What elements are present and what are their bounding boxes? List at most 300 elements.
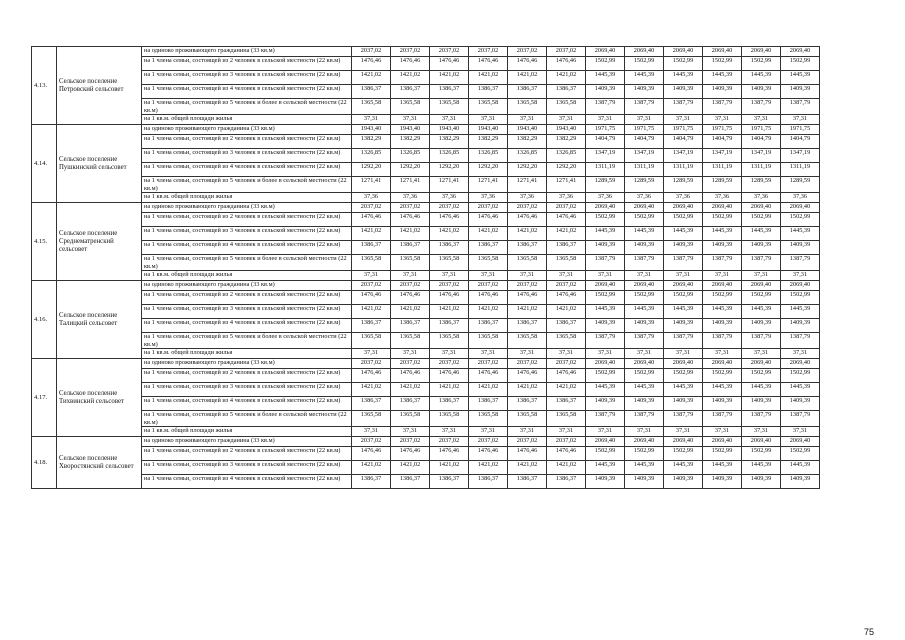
rate-value-cell: 37,36 (508, 193, 547, 203)
rate-value-cell: 1502,99 (625, 369, 664, 383)
rate-value-cell: 1445,39 (781, 461, 820, 475)
rate-value-cell: 1971,75 (781, 125, 820, 135)
settlement-name: Сельское поселение Талицкий сельсовет (57, 281, 142, 359)
table-row (32, 99, 820, 115)
rate-value-cell: 2037,02 (352, 437, 391, 447)
rate-value-cell: 1445,39 (664, 383, 703, 397)
rate-value-cell: 1502,99 (664, 369, 703, 383)
rate-value-cell: 1387,79 (703, 255, 742, 271)
rate-value-cell: 37,31 (508, 349, 547, 359)
rate-value-cell: 2069,40 (742, 47, 781, 57)
rate-description: на 1 члена семьи, состоящей из 2 человек в сельской местности (22 кв.м) (142, 57, 352, 71)
rate-value-cell: 2069,40 (742, 203, 781, 213)
rate-value-cell: 1421,02 (547, 461, 586, 475)
rate-value-cell: 1292,20 (469, 163, 508, 177)
rate-value-cell: 2069,40 (742, 359, 781, 369)
rate-value-cell: 1382,29 (547, 135, 586, 149)
rate-value-cell: 1409,39 (664, 397, 703, 411)
rate-value-cell: 2069,40 (703, 281, 742, 291)
rate-value-cell: 2069,40 (625, 47, 664, 57)
rate-value-cell: 1421,02 (391, 383, 430, 397)
rate-value-cell: 1387,79 (742, 333, 781, 349)
rate-value-cell: 1382,29 (508, 135, 547, 149)
rate-value-cell: 1476,46 (352, 369, 391, 383)
rate-value-cell: 1386,37 (508, 475, 547, 489)
rate-value-cell: 1943,40 (430, 125, 469, 135)
rate-value-cell: 1387,79 (586, 411, 625, 427)
rate-value-cell: 1271,41 (508, 177, 547, 193)
rate-description: на 1 члена семьи, состоящей из 4 человек в сельской местности (22 кв.м) (142, 475, 352, 489)
rate-value-cell: 1445,39 (781, 383, 820, 397)
rate-value-cell: 1476,46 (469, 447, 508, 461)
rate-value-cell: 1421,02 (469, 461, 508, 475)
rate-value-cell: 37,31 (781, 271, 820, 281)
rate-value-cell: 1502,99 (703, 57, 742, 71)
rate-value-cell: 37,31 (352, 349, 391, 359)
rate-value-cell: 1445,39 (742, 227, 781, 241)
rate-value-cell: 1271,41 (352, 177, 391, 193)
rate-value-cell: 2037,02 (469, 203, 508, 213)
rate-value-cell: 37,31 (469, 349, 508, 359)
rate-value-cell: 1347,19 (586, 149, 625, 163)
table-row (32, 177, 820, 193)
table-row (32, 349, 820, 359)
settlement-number: 4.13. (32, 47, 57, 125)
rate-value-cell: 1365,58 (547, 411, 586, 427)
rate-value-cell: 1476,46 (391, 291, 430, 305)
rate-value-cell: 1365,58 (547, 333, 586, 349)
rate-value-cell: 1421,02 (391, 71, 430, 85)
rate-value-cell: 1386,37 (391, 475, 430, 489)
rate-value-cell: 37,36 (430, 193, 469, 203)
rate-description: на 1 кв.м. общей площади жилья (142, 115, 352, 125)
rate-value-cell: 1386,37 (430, 319, 469, 333)
rate-value-cell: 1387,79 (703, 411, 742, 427)
rate-value-cell: 37,31 (742, 115, 781, 125)
rate-description: на 1 члена семьи, состоящей из 2 человек в сельской местности (22 кв.м) (142, 369, 352, 383)
rate-value-cell: 1971,75 (742, 125, 781, 135)
table-row (32, 135, 820, 149)
rate-value-cell: 1289,59 (664, 177, 703, 193)
rate-value-cell: 1387,79 (742, 255, 781, 271)
rate-value-cell: 1476,46 (508, 447, 547, 461)
rate-value-cell: 1365,58 (430, 255, 469, 271)
rate-description: на 1 члена семьи, состоящей из 2 человек в сельской местности (22 кв.м) (142, 213, 352, 227)
rate-value-cell: 2069,40 (586, 359, 625, 369)
rate-value-cell: 2069,40 (586, 203, 625, 213)
rate-value-cell: 1386,37 (469, 241, 508, 255)
settlement-number: 4.18. (32, 437, 57, 489)
rate-value-cell: 1387,79 (703, 333, 742, 349)
table-row (32, 411, 820, 427)
rate-value-cell: 37,31 (781, 427, 820, 437)
rate-value-cell: 1502,99 (586, 369, 625, 383)
table-row (32, 203, 820, 213)
rate-value-cell: 1386,37 (547, 241, 586, 255)
rate-value-cell: 1311,19 (586, 163, 625, 177)
rate-value-cell: 1421,02 (508, 71, 547, 85)
rate-description: на 1 члена семьи, состоящей из 3 человек в сельской местности (22 кв.м) (142, 383, 352, 397)
rate-value-cell: 2037,02 (430, 47, 469, 57)
rate-value-cell: 1445,39 (664, 305, 703, 319)
settlement-number: 4.14. (32, 125, 57, 203)
rate-value-cell: 1386,37 (430, 85, 469, 99)
rate-value-cell: 37,31 (469, 271, 508, 281)
rate-value-cell: 1502,99 (742, 57, 781, 71)
rate-description: на одиноко проживающего гражданина (33 кв.м) (142, 359, 352, 369)
rate-value-cell: 1365,58 (430, 333, 469, 349)
rate-value-cell: 1387,79 (664, 99, 703, 115)
rate-value-cell: 1421,02 (391, 461, 430, 475)
rate-value-cell: 1476,46 (352, 447, 391, 461)
rate-value-cell: 37,31 (625, 115, 664, 125)
rate-value-cell: 1421,02 (547, 71, 586, 85)
rate-value-cell: 1445,39 (781, 227, 820, 241)
rate-value-cell: 1386,37 (547, 475, 586, 489)
rate-value-cell: 1409,39 (586, 85, 625, 99)
rate-value-cell: 1421,02 (352, 227, 391, 241)
rate-value-cell: 2037,02 (469, 47, 508, 57)
rate-description: на 1 члена семьи, состоящей из 5 человек и более в сельской местности (22 кв.м) (142, 177, 352, 193)
rate-value-cell: 2037,02 (352, 281, 391, 291)
rate-value-cell: 1502,99 (586, 213, 625, 227)
rate-value-cell: 1387,79 (742, 99, 781, 115)
rate-value-cell: 1387,79 (586, 99, 625, 115)
rate-value-cell: 1502,99 (742, 291, 781, 305)
rate-value-cell: 2069,40 (703, 203, 742, 213)
rate-value-cell: 1289,59 (625, 177, 664, 193)
rate-value-cell: 37,31 (469, 427, 508, 437)
rate-value-cell: 2069,40 (781, 203, 820, 213)
rate-value-cell: 37,31 (430, 271, 469, 281)
rate-value-cell: 1404,79 (586, 135, 625, 149)
rate-value-cell: 1365,58 (430, 99, 469, 115)
rate-value-cell: 37,36 (664, 193, 703, 203)
rate-value-cell: 1404,79 (703, 135, 742, 149)
rate-description: на одиноко проживающего гражданина (33 кв.м) (142, 281, 352, 291)
rate-value-cell: 1502,99 (586, 291, 625, 305)
rate-value-cell: 1289,59 (586, 177, 625, 193)
rate-value-cell: 37,31 (547, 427, 586, 437)
rate-value-cell: 37,31 (508, 271, 547, 281)
rate-value-cell: 37,31 (781, 115, 820, 125)
table-row (32, 149, 820, 163)
rate-value-cell: 1943,40 (469, 125, 508, 135)
rate-value-cell: 1445,39 (703, 305, 742, 319)
rate-value-cell: 2037,02 (469, 359, 508, 369)
table-row (32, 461, 820, 475)
rate-value-cell: 1476,46 (547, 369, 586, 383)
rate-value-cell: 2069,40 (703, 359, 742, 369)
rate-value-cell: 37,31 (703, 349, 742, 359)
rate-value-cell: 1326,85 (430, 149, 469, 163)
table-row (32, 369, 820, 383)
rate-value-cell: 1386,37 (547, 397, 586, 411)
rate-value-cell: 1292,20 (391, 163, 430, 177)
table-row (32, 359, 820, 369)
rate-value-cell: 1311,19 (625, 163, 664, 177)
rate-value-cell: 1476,46 (430, 291, 469, 305)
rate-value-cell: 1502,99 (781, 369, 820, 383)
rate-value-cell: 1386,37 (430, 475, 469, 489)
rate-value-cell: 1409,39 (664, 85, 703, 99)
rate-value-cell: 1445,39 (586, 305, 625, 319)
table-row (32, 85, 820, 99)
rate-value-cell: 1387,79 (625, 411, 664, 427)
rate-value-cell: 1476,46 (352, 291, 391, 305)
rate-value-cell: 1421,02 (352, 305, 391, 319)
rate-value-cell: 1409,39 (781, 475, 820, 489)
rate-value-cell: 1386,37 (391, 85, 430, 99)
rate-value-cell: 1502,99 (625, 447, 664, 461)
rate-value-cell: 37,31 (664, 115, 703, 125)
rate-value-cell: 2069,40 (703, 437, 742, 447)
rate-description: на 1 кв.м. общей площади жилья (142, 349, 352, 359)
rate-value-cell: 1365,58 (352, 333, 391, 349)
rate-value-cell: 1421,02 (391, 227, 430, 241)
rate-value-cell: 1311,19 (664, 163, 703, 177)
rate-value-cell: 1409,39 (742, 241, 781, 255)
rate-value-cell: 2037,02 (430, 203, 469, 213)
settlement-name: Сельское поселение Хворостянский сельсовет (57, 437, 142, 489)
rate-description: на 1 члена семьи, состоящей из 3 человек в сельской местности (22 кв.м) (142, 461, 352, 475)
rate-value-cell: 1502,99 (742, 369, 781, 383)
rate-value-cell: 37,31 (547, 271, 586, 281)
rate-value-cell: 2069,40 (742, 281, 781, 291)
rate-value-cell: 1421,02 (352, 383, 391, 397)
rate-value-cell: 2069,40 (781, 281, 820, 291)
rate-description: на 1 члена семьи, состоящей из 2 человек в сельской местности (22 кв.м) (142, 291, 352, 305)
rate-value-cell: 1502,99 (625, 213, 664, 227)
rate-description: на 1 члена семьи, состоящей из 2 человек в сельской местности (22 кв.м) (142, 447, 352, 461)
rate-value-cell: 1502,99 (703, 213, 742, 227)
rate-value-cell: 2069,40 (625, 437, 664, 447)
rate-value-cell: 1289,59 (703, 177, 742, 193)
rate-value-cell: 1365,58 (469, 411, 508, 427)
rate-value-cell: 1445,39 (781, 71, 820, 85)
rate-value-cell: 37,31 (352, 115, 391, 125)
rate-value-cell: 1421,02 (508, 461, 547, 475)
rate-value-cell: 1421,02 (430, 71, 469, 85)
rate-value-cell: 1311,19 (742, 163, 781, 177)
rate-value-cell: 1292,20 (547, 163, 586, 177)
rate-value-cell: 2037,02 (430, 359, 469, 369)
rate-value-cell: 1409,39 (625, 397, 664, 411)
rate-value-cell: 2069,40 (625, 203, 664, 213)
rate-value-cell: 1387,79 (664, 255, 703, 271)
rate-value-cell: 1326,85 (469, 149, 508, 163)
rate-value-cell: 1476,46 (508, 369, 547, 383)
rate-value-cell: 1445,39 (586, 461, 625, 475)
rate-value-cell: 1502,99 (664, 213, 703, 227)
rate-value-cell: 1326,85 (391, 149, 430, 163)
rate-value-cell: 1409,39 (703, 475, 742, 489)
rate-value-cell: 1421,02 (430, 227, 469, 241)
rate-value-cell: 1502,99 (703, 291, 742, 305)
rate-value-cell: 2069,40 (742, 437, 781, 447)
rate-value-cell: 1404,79 (742, 135, 781, 149)
rate-value-cell: 1409,39 (742, 319, 781, 333)
rate-value-cell: 1409,39 (664, 319, 703, 333)
rate-value-cell: 1502,99 (742, 213, 781, 227)
rate-value-cell: 1421,02 (547, 305, 586, 319)
rate-value-cell: 1502,99 (703, 369, 742, 383)
rate-value-cell: 1292,20 (430, 163, 469, 177)
rate-value-cell: 1271,41 (469, 177, 508, 193)
rate-value-cell: 1386,37 (469, 397, 508, 411)
rate-value-cell: 1365,58 (430, 411, 469, 427)
table-row (32, 305, 820, 319)
rate-value-cell: 1386,37 (547, 319, 586, 333)
rate-value-cell: 1347,19 (742, 149, 781, 163)
rate-description: на 1 члена семьи, состоящей из 3 человек в сельской местности (22 кв.м) (142, 71, 352, 85)
rate-value-cell: 1421,02 (352, 71, 391, 85)
rate-value-cell: 2069,40 (781, 47, 820, 57)
rate-value-cell: 1404,79 (664, 135, 703, 149)
rate-description: на 1 члена семьи, состоящей из 5 человек и более в сельской местности (22 кв.м) (142, 411, 352, 427)
rate-value-cell: 37,31 (430, 427, 469, 437)
rate-value-cell: 1421,02 (469, 383, 508, 397)
rate-value-cell: 1971,75 (703, 125, 742, 135)
table-row (32, 71, 820, 85)
rate-value-cell: 1409,39 (742, 397, 781, 411)
table-row (32, 319, 820, 333)
rate-value-cell: 1476,46 (547, 291, 586, 305)
rate-value-cell: 1421,02 (547, 227, 586, 241)
rate-value-cell: 1445,39 (664, 227, 703, 241)
rate-value-cell: 1326,85 (547, 149, 586, 163)
rate-value-cell: 37,31 (391, 349, 430, 359)
rate-value-cell: 1476,46 (547, 57, 586, 71)
rate-value-cell: 1271,41 (547, 177, 586, 193)
rate-value-cell: 2069,40 (664, 359, 703, 369)
table-row (32, 227, 820, 241)
rate-value-cell: 37,31 (703, 115, 742, 125)
rate-description: на 1 кв.м. общей площади жилья (142, 193, 352, 203)
rate-value-cell: 1382,29 (469, 135, 508, 149)
rate-value-cell: 1502,99 (781, 291, 820, 305)
rate-value-cell: 1365,58 (508, 99, 547, 115)
rate-description: на 1 члена семьи, состоящей из 4 человек в сельской местности (22 кв.м) (142, 163, 352, 177)
tariff-table (31, 46, 820, 489)
table-row (32, 163, 820, 177)
rate-value-cell: 1387,79 (664, 333, 703, 349)
rate-value-cell: 2037,02 (391, 203, 430, 213)
rate-value-cell: 1502,99 (781, 213, 820, 227)
rate-value-cell: 1502,99 (664, 291, 703, 305)
rate-value-cell: 1365,58 (547, 99, 586, 115)
rate-description: на 1 члена семьи, состоящей из 4 человек в сельской местности (22 кв.м) (142, 397, 352, 411)
rate-value-cell: 37,31 (703, 271, 742, 281)
rate-description: на 1 кв.м. общей площади жилья (142, 427, 352, 437)
rate-value-cell: 1476,46 (508, 291, 547, 305)
rate-value-cell: 1292,20 (508, 163, 547, 177)
rate-description: на 1 члена семьи, состоящей из 5 человек и более в сельской местности (22 кв.м) (142, 99, 352, 115)
rate-value-cell: 1409,39 (781, 397, 820, 411)
rate-value-cell: 2037,02 (508, 203, 547, 213)
table-row (32, 475, 820, 489)
rate-value-cell: 2037,02 (547, 359, 586, 369)
rate-value-cell: 1409,39 (781, 241, 820, 255)
table-row (32, 271, 820, 281)
rate-value-cell: 37,31 (625, 349, 664, 359)
rate-value-cell: 1386,37 (508, 319, 547, 333)
rate-value-cell: 1387,79 (781, 99, 820, 115)
rate-value-cell: 1387,79 (625, 333, 664, 349)
rate-value-cell: 1386,37 (469, 85, 508, 99)
rate-value-cell: 1445,39 (742, 71, 781, 85)
rate-value-cell: 1326,85 (508, 149, 547, 163)
rate-value-cell: 37,31 (430, 349, 469, 359)
table-row (32, 437, 820, 447)
rate-value-cell: 1943,40 (508, 125, 547, 135)
rate-value-cell: 1421,02 (352, 461, 391, 475)
rate-value-cell: 1386,37 (508, 85, 547, 99)
rate-value-cell: 1386,37 (352, 85, 391, 99)
rate-value-cell: 1971,75 (664, 125, 703, 135)
rate-value-cell: 1409,39 (625, 475, 664, 489)
rate-value-cell: 2037,02 (352, 359, 391, 369)
rate-description: на одиноко проживающего гражданина (33 кв.м) (142, 437, 352, 447)
rate-value-cell: 1365,58 (508, 333, 547, 349)
rate-value-cell: 1386,37 (469, 319, 508, 333)
rate-description: на 1 члена семьи, состоящей из 5 человек и более в сельской местности (22 кв.м) (142, 333, 352, 349)
rate-description: на 1 члена семьи, состоящей из 5 человек и более в сельской местности (22 кв.м) (142, 255, 352, 271)
rate-value-cell: 1387,79 (625, 255, 664, 271)
rate-value-cell: 1382,29 (352, 135, 391, 149)
table-row (32, 125, 820, 135)
rate-value-cell: 1386,37 (508, 241, 547, 255)
rate-value-cell: 37,31 (742, 427, 781, 437)
rate-value-cell: 1502,99 (586, 57, 625, 71)
rate-value-cell: 37,36 (586, 193, 625, 203)
rate-value-cell: 1476,46 (469, 213, 508, 227)
rate-value-cell: 37,31 (664, 271, 703, 281)
rate-value-cell: 1365,58 (391, 99, 430, 115)
rate-description: на одиноко проживающего гражданина (33 кв.м) (142, 47, 352, 57)
rate-value-cell: 2037,02 (547, 437, 586, 447)
rate-value-cell: 1476,46 (352, 213, 391, 227)
rate-value-cell: 2037,02 (508, 359, 547, 369)
rate-value-cell: 1386,37 (352, 475, 391, 489)
rate-value-cell: 37,36 (391, 193, 430, 203)
rate-value-cell: 1476,46 (430, 57, 469, 71)
rate-value-cell: 1502,99 (664, 447, 703, 461)
rate-value-cell: 1386,37 (391, 319, 430, 333)
rate-value-cell: 1445,39 (586, 383, 625, 397)
rate-value-cell: 2037,02 (508, 437, 547, 447)
rate-value-cell: 1476,46 (469, 369, 508, 383)
rate-value-cell: 1289,59 (742, 177, 781, 193)
rate-value-cell: 1445,39 (742, 305, 781, 319)
rate-value-cell: 1409,39 (664, 241, 703, 255)
rate-value-cell: 2069,40 (664, 203, 703, 213)
rate-value-cell: 1386,37 (430, 397, 469, 411)
rate-value-cell: 1445,39 (703, 227, 742, 241)
rate-value-cell: 1421,02 (391, 305, 430, 319)
settlement-number: 4.15. (32, 203, 57, 281)
rate-value-cell: 1365,58 (391, 411, 430, 427)
table-body (32, 47, 820, 489)
rate-value-cell: 2037,02 (352, 203, 391, 213)
table-row (32, 213, 820, 227)
rate-description: на 1 члена семьи, состоящей из 4 человек в сельской местности (22 кв.м) (142, 319, 352, 333)
rate-value-cell: 37,31 (391, 115, 430, 125)
rate-value-cell: 2037,02 (391, 359, 430, 369)
rate-value-cell: 1271,41 (430, 177, 469, 193)
rate-value-cell: 1409,39 (742, 475, 781, 489)
rate-value-cell: 1421,02 (508, 383, 547, 397)
